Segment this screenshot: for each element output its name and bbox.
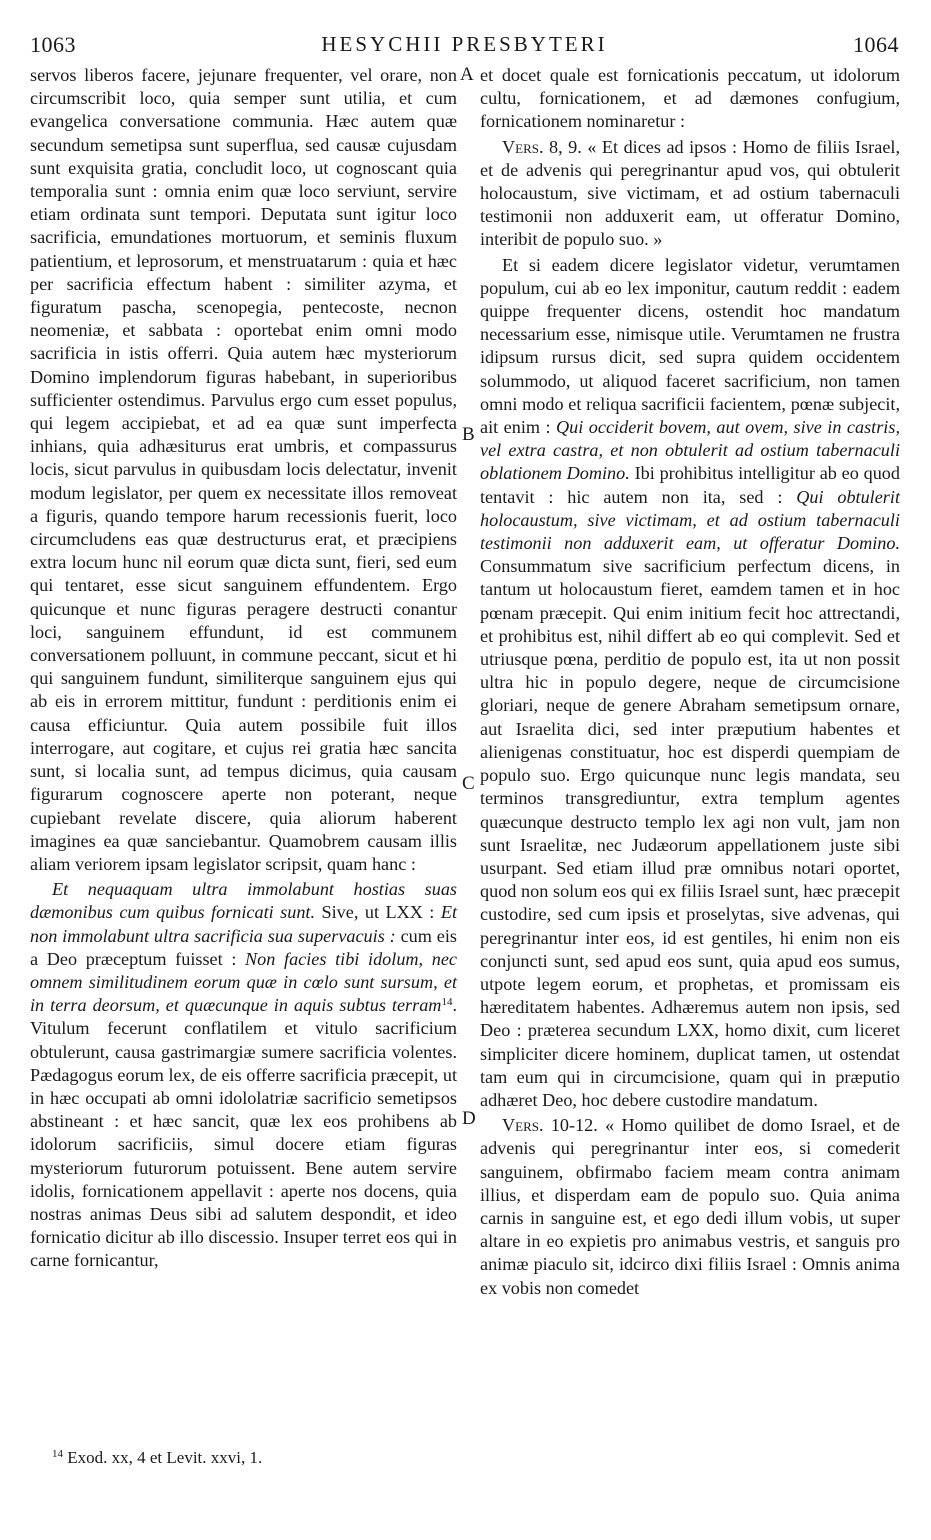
running-title: HESYCHII PRESBYTERI [321,32,608,56]
scripture-quote: Et non immolabunt ultra sacrificia sua supervacuis : [30,902,457,946]
section-marker-d: D [462,1108,476,1129]
footnote-text: Exod. xx, 4 et Levit. xxvi, 1. [63,1448,263,1467]
left-paragraph-1: servos liberos facere, jejunare frequenter, vel orare, non circumscribit loco, quia semper sunt utilia, et cum evangelica conversatione communia. Hæc autem quæ secundum semetipsa sunt superflua, sed causæ cujusdam sunt exquisita gratia, concludit loco, ut cognoscant quia temporalia sunt : omnia enim quæ loco serviunt, servire etiam ordinata sunt tempori. Deputata sunt igitur loco sacrificia, emundationes mortuorum, et seminis fluxum patientium, et leprosorum, et menstruatarum : quia et hæc per sacrificia effectum habent : similiter azyma, et figuratum pascha, scenopegia, pentecoste, necnon neomeniæ, et sabbata : oportebat enim omni modo sacrificia in istis offerri. Quia autem hæc mysteriorum Domino implendorum figuras habebant, in superioribus sufficienter ostendimus. Parvulus ergo cum esset populus, qui legem accipiebat, et ad ea quæ sunt imperfecta inhians, quia adhæsiturus erat umbris, et compassurus locis, sicut parvulus in quibusdam locis delectatur, invenit modum legislator, per quem ex necessitate illos removeat a figuris, quando tempore harum recessionis fuerit, loco circumcludens eas quæ destructurus erat, et præcipiens extra locum hunc nil eorum quæ dicta sunt, fieri, sed eum qui tentaret, esse sicut sanguinem effundentem. Ergo quicunque et nunc figuras peragere destructi conantur loci, sanguinem effundunt, id est communem conversationem polluunt, in commune peccant, sicut et hi qui sanguinem fundunt, similiterque sanguinem ejus qui ab eis in errorem mittitur, fundunt : perditionis enim ei causa efficiuntur. Quia autem possibile fuit illos interrogare, aut cogitare, et cujus rei gratia hæc sancita sunt, si localia sunt, ad tempus dicimus, quia causam figurarum cognoscere aperte non poterant, neque cupiebant revelate discere, quia aliorum haberent imagines ea quæ sanciebantur. Quamobrem causam illis aliam veriorem ipsam legislator scripsit, quam hanc : [30,65,457,874]
footnote-number: 14 [52,1448,63,1460]
text-run: cum eis a Deo præceptum fuisset : [30,925,457,969]
text-run: Et si eadem dicere legislator videtur, verumtamen populum, cui ab eo lex imponitur, cautum reddit : eadem quippe frequenter dicens, ostendit hoc mandatum necessarium esse, nimisque utile. Verumtamen ne frustra idipsum rursus dicit, sed supra quidem occidentem solummodo, ut aliquod faceret sacrificium, non tamen omni modo et reliqua sacrificii facientem, pœnæ subjecit, ait enim : [480,254,900,438]
section-marker-c: C [462,773,475,794]
left-column [30,64,457,1273]
left-paragraph-2 [30,878,457,1272]
page-header [30,32,899,60]
verse-label: Vers. [502,1115,544,1136]
right-paragraph-2 [480,136,900,252]
section-marker-a: A [460,64,474,85]
text-run: 10-12. « Homo quilibet de domo Israel, et de advenis qui peregrinantur inter eos, si comederit sanguinem, obfirmabo faciem meam contra animam illius, et disperdam eam de populo suo. Quia anima carnis in sanguine est, et ego dedi illum vobis, ut super altare in eo expietis pro animabus vestris, et sanguis pro animæ piaculo sit, idcirco dixi filiis Israel : Omnis anima ex vobis non comedet [480,1115,900,1298]
right-paragraph-1: et docet quale est fornicationis peccatum, ut idolorum cultu, fornicationem, et ad dæmones confugium, fornicationem nominaretur : [480,65,900,132]
right-column [480,64,900,1300]
right-paragraph-3 [480,254,900,1113]
verse-label: Vers. [502,136,544,157]
scripture-quote: Non facies tibi idolum, nec omnem similitudinem eorum quæ in cœlo sunt sursum, et in terra deorsum, et quæcunque in aquis subtus terram [30,948,457,1016]
right-paragraph-4 [480,1114,900,1300]
footnote [52,1448,262,1468]
text-run: . Vitulum fecerunt conflatilem et vitulo sacrificium obtulerunt, causa gastrimargiæ sumere sacrificia volentes. Pædagogus eorum lex, de eis offerre sacrificia præcepit, ut in hæc occupati ab omni idololatriæ sacrificio semetipsos abstineant : et hæc sancit, quæ lex eos prohibens ab idolorum sacrificiis, simul docere etiam figuras mysteriorum futurorum potuissent. Bene autem servire idolis, fornicationem appellavit : aperte nos docens, quia nostras animas Deus sibi ad salutem despondit, et ideo fornicatio dicitur ab illo discessio. Insuper terret eos qui in carne fornicantur, [30,995,457,1271]
scripture-quote: Qui obtulerit holocaustum, sive victimam, et ad ostium tabernaculi testimonii non adduxerit eam, ut offeratur Domino. [480,486,900,554]
text-run: Sive, ut LXX : [315,902,441,923]
text-run: Ibi prohibitus intelligitur ab eo quod tentavit : hic autem non ita, sed : [480,463,900,507]
text-run: Consummatum sive sacrificium perfectum dicens, in tantum ut holocaustum fieret, eamdem tamen et in hoc pœnam præcepit. Qui enim initium fecit hoc attrectandi, et prohibitus est, nihil differt ab eo qui complevit. Sed et utriusque pœna, perditio de populo est, ita ut non possit ultra hic in populo degere, neque de circumcisione gloriari, neque de genere Abraham semetipsum ornare, aut Israelita dici, sed inter præputium habentes et alienigenas constituatur, hoc est disperdi quempiam de populo suo. Ergo quicunque nunc legis mandata, seu terminos transgrediuntur, extra templum agentes quæcunque destructo templo lex agi non vult, jam non sunt Israelitæ, nec Judæorum appellationem juste sibi usurpant. Sed etiam illud præ omnibus notari oportet, quod non solum eos qui ex filiis Israel sunt, hæc præcepit custodire, sed cum ipsis et proselytas, sive advenas, qui peregrinantur inter eos, id est gentiles, hi enim non eis conjuncti sunt, sed apud eos sunt, quia apud eos sumus, utpote legem eorum, et prophetas, et promissam eis hæreditatem habentes. Adhæremus autem non ipsis, sed Deo : præterea secundum LXX, homo dixit, cum liceret simpliciter dicere hominem, duplicat tamen, ut ostendat tam eum qui in circumcisione, quam qui in præputio adhæret Deo, hoc debere custodire mandatum. [480,556,900,1110]
footnote-reference: 14 [441,996,453,1009]
scripture-quote: Qui occiderit bovem, aut ovem, sive in castris, vel extra castra, et non obtulerit ad ostium tabernaculi oblationem Domino. [480,417,900,484]
text-run: 8, 9. « Et dices ad ipsos : Homo de filiis Israel, et de advenis qui peregrinantur apud vos, qui obtulerit holocaustum, sive victimam, et ad ostium tabernaculi testimonii non adduxerit eam, ut offeratur Domino, interibit de populo suo. » [480,136,900,250]
scripture-quote: Et nequaquam ultra immolabunt hostias suas dæmonibus cum quibus fornicati sunt. [30,879,457,923]
right-page-number: 1064 [853,32,899,57]
left-page-number: 1063 [30,32,76,57]
section-marker-b: B [462,424,475,445]
